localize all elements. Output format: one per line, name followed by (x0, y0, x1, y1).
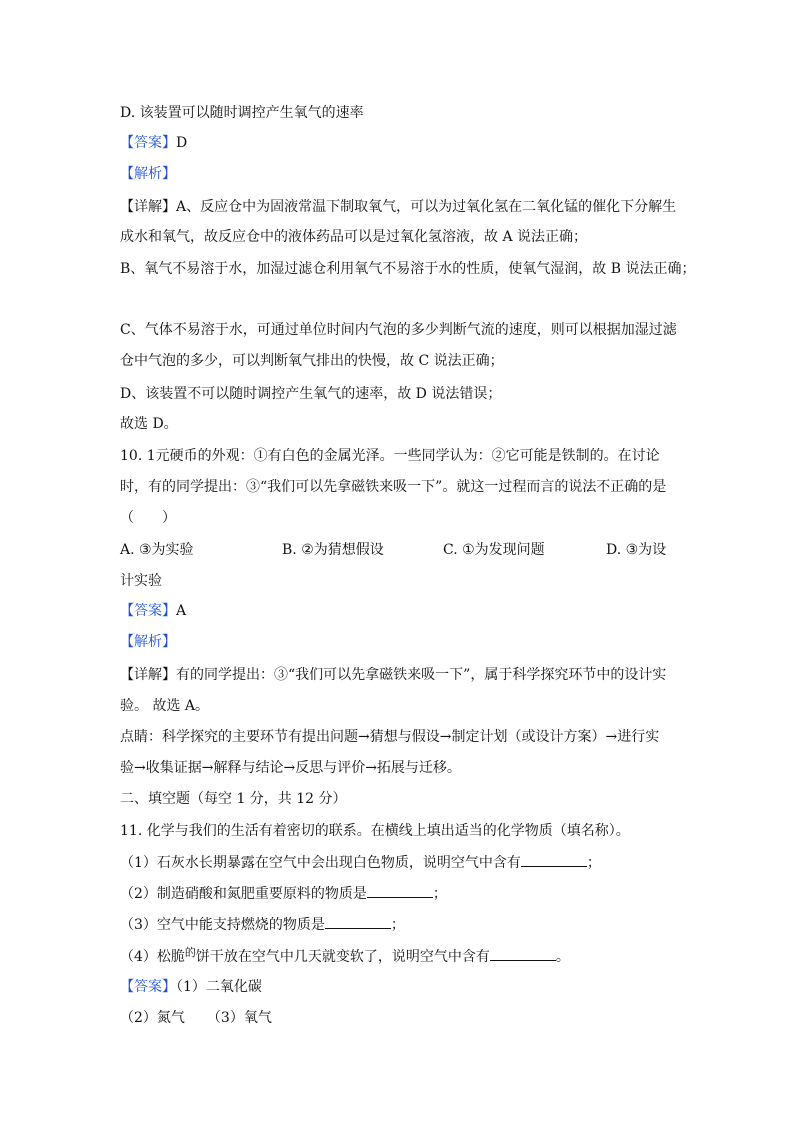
q11-item-2-text: （2）制造硝酸和氮肥重要原料的物质是 (120, 886, 367, 902)
q10-detail-line-2: 验。 故选 A。 (120, 698, 210, 714)
q10-option-c: C. ①为发现问题 (443, 542, 545, 558)
section-heading: 二、填空题（每空 1 分，共 12 分） (120, 791, 347, 807)
q10-option-d-continued: 计实验 (120, 573, 162, 589)
answer-blank[interactable] (521, 852, 587, 867)
answer-value: （1）二氧化碳 (176, 979, 262, 995)
q11-item-4-text-b: 的 (184, 946, 196, 959)
q9-detail-line-6: D、该装置不可以随时调控产生氧气的速率，故 D 说法错误； (120, 386, 502, 402)
answer-value-3: （3）氧气 (206, 1010, 272, 1026)
q11-item-4 (120, 946, 682, 968)
q11-item-4-text-c: 饼干放在空气中几天就变软了，说明空气中含有 (195, 949, 490, 965)
answer-tag: 【答案】 (120, 979, 176, 995)
q10-stem-line-1: 10. 1元硬币的外观：①有白色的金属光泽。一些同学认为：②它可能是铁制的。在讨论 (120, 448, 660, 464)
answer-tag: 【答案】 (120, 603, 176, 619)
q11-item-1-end: ； (586, 855, 601, 871)
q11-item-1-text: （1）石灰水长期暴露在空气中会出现白色物质，说明空气中含有 (120, 855, 521, 871)
answer-blank[interactable] (367, 883, 433, 898)
q11-item-2 (120, 883, 682, 904)
q10-detail-line-1 (120, 665, 682, 685)
q11-answer-cont (120, 1008, 682, 1028)
q9-detail-line-4: C、气体不易溶于水，可通过单位时间内气泡的多少判断气流的速度，则可以根据加湿过滤 (120, 322, 677, 338)
answer-value: D (176, 135, 188, 151)
answer-blank[interactable] (325, 914, 391, 929)
q11-item-3-end: ； (390, 917, 405, 933)
q10-stem-line-2: 时，有的同学提出：③“我们可以先拿磁铁来吸一下”。就这一过程而言的说法不正确的是 (120, 479, 667, 495)
answer-value-2: （2）氮气 (120, 1010, 185, 1026)
detail-text: 有的同学提出：③“我们可以先拿磁铁来吸一下”，属于科学探究环节中的设计实 (176, 667, 667, 683)
q10-option-a: A. ③为实验 (120, 542, 194, 558)
q11-answer (120, 977, 682, 997)
q9-analysis-tag: 【解析】 (120, 166, 176, 182)
q9-detail-line-2: 成水和氧气，故反应仓中的液体药品可以是过氧化氢溶液，故 A 说法正确； (120, 229, 588, 245)
q11-item-3-text: （3）空气中能支持燃烧的物质是 (120, 917, 325, 933)
q10-stem-line-3: （ ） (120, 510, 176, 526)
q9-detail-line-1 (120, 197, 682, 217)
q11-item-1 (120, 852, 682, 873)
q10-answer (120, 601, 682, 621)
q10-option-d: D. ③为设 (606, 542, 667, 558)
q9-option-d: D. 该装置可以随时调控产生氧气的速率 (120, 105, 364, 121)
q10-note-line-2: 验→收集证据→解释与结论→反思与评价→拓展与迁移。 (120, 760, 461, 776)
q9-detail-line-3: B、氧气不易溶于水，加湿过滤仓利用氧气不易溶于水的性质，使氧气湿润，故 B 说法正确； (120, 261, 696, 277)
q9-answer (120, 133, 682, 153)
q9-detail-line-5: 仓中气泡的多少，可以判断氧气排出的快慢，故 C 说法正确； (120, 353, 504, 369)
q11-item-2-end: ； (432, 886, 447, 902)
q11-item-4-text-a: （4）松脆 (120, 949, 185, 965)
q11-item-3 (120, 914, 682, 935)
q10-option-b: B. ②为猜想假设 (282, 542, 384, 558)
q11-item-4-end: 。 (555, 949, 570, 965)
detail-tag: 【详解】 (120, 199, 176, 215)
q9-detail-line-7: 故选 D。 (120, 416, 178, 432)
q11-stem: 11. 化学与我们的生活有着密切的联系。在横线上填出适当的化学物质（填名称）。 (120, 823, 630, 839)
detail-tag: 【详解】 (120, 667, 176, 683)
q10-note-line-1: 点睛：科学探究的主要环节有提出问题→猜想与假设→制定计划（或设计方案）→进行实 (120, 729, 660, 745)
q10-analysis-tag: 【解析】 (120, 634, 176, 650)
answer-value: A (176, 603, 187, 619)
detail-text: A、反应仓中为固液常温下制取氧气，可以为过氧化氢在二氧化锰的催化下分解生 (176, 199, 677, 215)
answer-tag: 【答案】 (120, 135, 176, 151)
answer-blank[interactable] (490, 946, 556, 961)
